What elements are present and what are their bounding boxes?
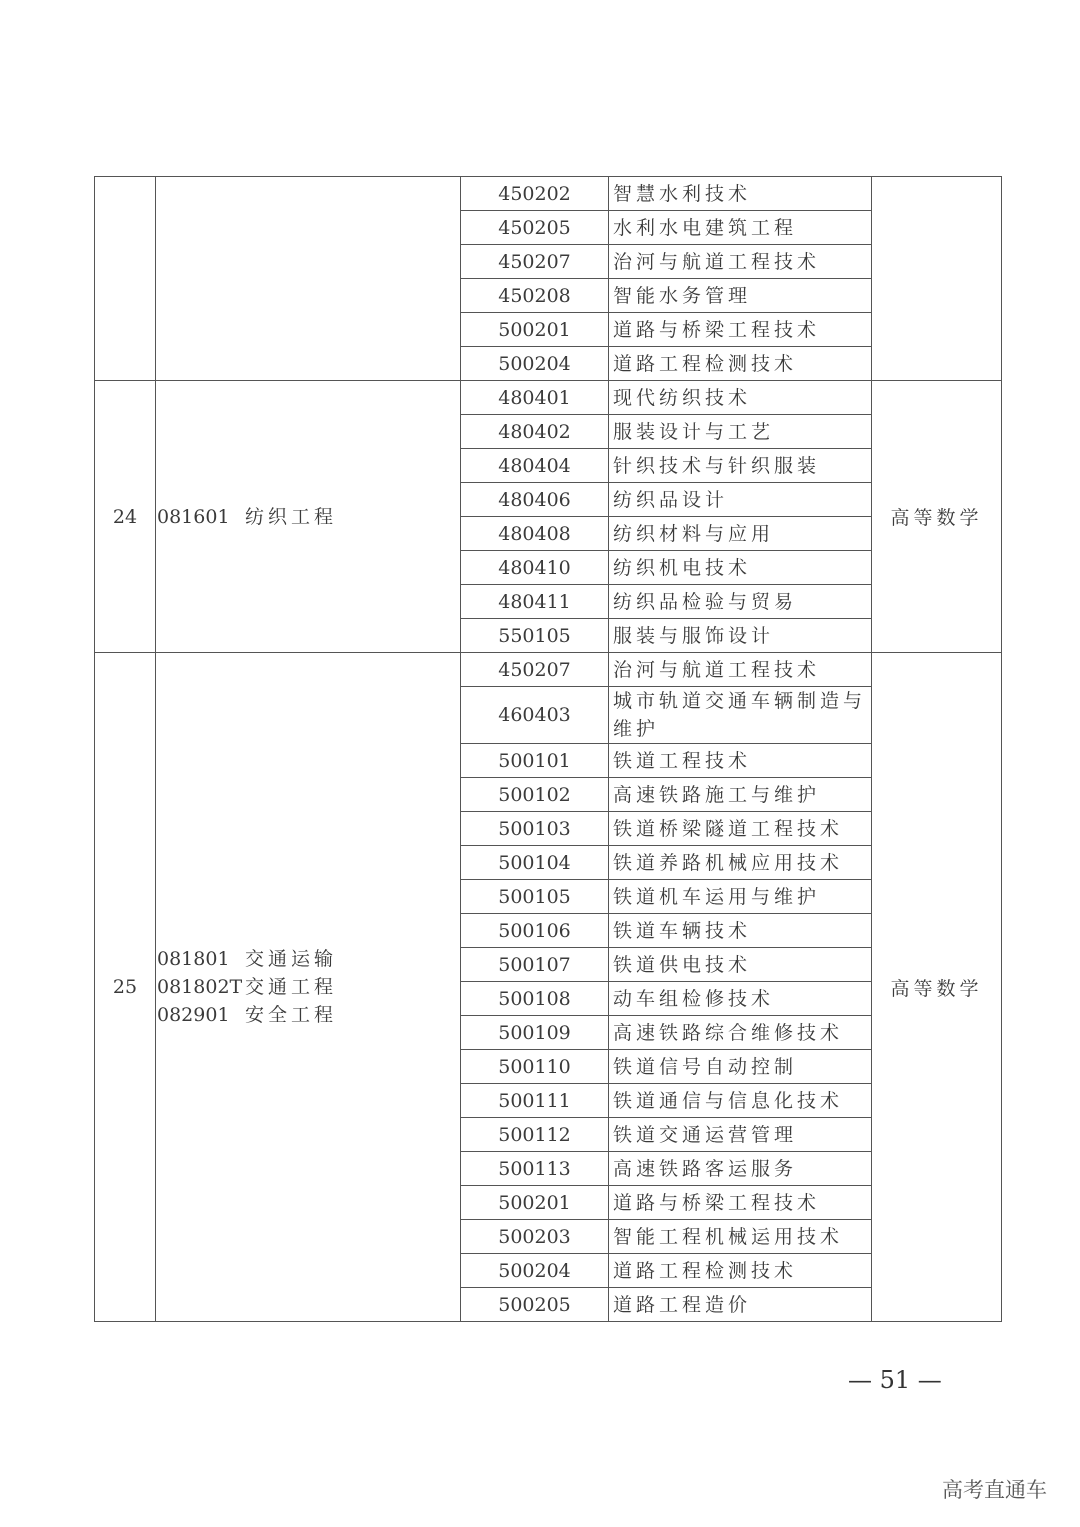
vocational-major-name: 纺织品检验与贸易 xyxy=(609,585,872,619)
vocational-major-name: 治河与航道工程技术 xyxy=(609,245,872,279)
vocational-major-code: 500101 xyxy=(461,744,609,778)
undergrad-major xyxy=(157,503,460,531)
undergrad-major-name: 安全工程 xyxy=(245,1004,338,1026)
vocational-major-code: 500205 xyxy=(461,1288,609,1322)
vocational-major-name: 服装设计与工艺 xyxy=(609,415,872,449)
vocational-major-code: 500201 xyxy=(461,313,609,347)
undergrad-major-code: 081802T xyxy=(157,976,243,998)
undergrad-major xyxy=(157,973,460,1001)
vocational-major-code: 550105 xyxy=(461,619,609,653)
exam-subject xyxy=(872,177,1002,381)
vocational-major-code: 500201 xyxy=(461,1186,609,1220)
vocational-major-code: 500204 xyxy=(461,347,609,381)
vocational-major-name: 高速铁路施工与维护 xyxy=(609,778,872,812)
undergrad-major-code: 082901 xyxy=(157,1004,230,1026)
vocational-major-name: 道路与桥梁工程技术 xyxy=(609,313,872,347)
vocational-major-name: 铁道机车运用与维护 xyxy=(609,880,872,914)
table-row xyxy=(95,653,1002,687)
vocational-major-code: 450202 xyxy=(461,177,609,211)
vocational-major-name: 铁道通信与信息化技术 xyxy=(609,1084,872,1118)
group-index: 24 xyxy=(95,381,156,653)
undergrad-major xyxy=(157,1001,460,1029)
vocational-major-name: 水利水电建筑工程 xyxy=(609,211,872,245)
vocational-major-name: 铁道信号自动控制 xyxy=(609,1050,872,1084)
vocational-major-name: 服装与服饰设计 xyxy=(609,619,872,653)
vocational-major-name: 现代纺织技术 xyxy=(609,381,872,415)
vocational-major-code: 500110 xyxy=(461,1050,609,1084)
vocational-major-code: 500108 xyxy=(461,982,609,1016)
vocational-major-code: 450205 xyxy=(461,211,609,245)
undergrad-major-name: 交通运输 xyxy=(245,948,338,970)
undergrad-majors-cell xyxy=(156,653,461,1322)
undergrad-major-name: 交通工程 xyxy=(245,976,338,998)
vocational-major-code: 460403 xyxy=(461,687,609,744)
vocational-major-code: 500204 xyxy=(461,1254,609,1288)
vocational-major-name: 纺织机电技术 xyxy=(609,551,872,585)
vocational-major-code: 500203 xyxy=(461,1220,609,1254)
vocational-major-code: 480404 xyxy=(461,449,609,483)
vocational-major-name: 道路工程检测技术 xyxy=(609,1254,872,1288)
vocational-major-code: 480406 xyxy=(461,483,609,517)
vocational-major-name: 铁道交通运营管理 xyxy=(609,1118,872,1152)
vocational-major-name: 高速铁路客运服务 xyxy=(609,1152,872,1186)
vocational-major-name: 铁道工程技术 xyxy=(609,744,872,778)
vocational-major-name: 高速铁路综合维修技术 xyxy=(609,1016,872,1050)
vocational-major-code: 480411 xyxy=(461,585,609,619)
undergrad-major-code: 081601 xyxy=(157,505,230,528)
vocational-major-name: 道路工程检测技术 xyxy=(609,347,872,381)
watermark: 高考直通车 xyxy=(942,1478,1047,1502)
vocational-major-code: 500106 xyxy=(461,914,609,948)
page-number: — 51 — xyxy=(848,1366,942,1394)
table-row xyxy=(95,177,1002,211)
vocational-major-code: 450207 xyxy=(461,245,609,279)
vocational-major-name: 智慧水利技术 xyxy=(609,177,872,211)
vocational-major-name: 城市轨道交通车辆制造与维护 xyxy=(609,687,872,744)
group-index: 25 xyxy=(95,653,156,1322)
vocational-major-name: 智能水务管理 xyxy=(609,279,872,313)
vocational-major-code: 500109 xyxy=(461,1016,609,1050)
vocational-major-code: 450208 xyxy=(461,279,609,313)
vocational-major-code: 500103 xyxy=(461,812,609,846)
vocational-major-name: 治河与航道工程技术 xyxy=(609,653,872,687)
vocational-major-code: 480402 xyxy=(461,415,609,449)
undergrad-majors-cell xyxy=(156,381,461,653)
vocational-major-code: 500105 xyxy=(461,880,609,914)
vocational-major-name: 动车组检修技术 xyxy=(609,982,872,1016)
vocational-major-name: 道路工程造价 xyxy=(609,1288,872,1322)
vocational-major-code: 500102 xyxy=(461,778,609,812)
undergrad-major-code: 081801 xyxy=(157,948,230,970)
group-index xyxy=(95,177,156,381)
vocational-major-code: 480408 xyxy=(461,517,609,551)
vocational-major-code: 500107 xyxy=(461,948,609,982)
major-mapping-table xyxy=(94,176,1002,1322)
table-row xyxy=(95,381,1002,415)
exam-subject: 高等数学 xyxy=(872,653,1002,1322)
vocational-major-name: 铁道车辆技术 xyxy=(609,914,872,948)
vocational-major-name: 智能工程机械运用技术 xyxy=(609,1220,872,1254)
vocational-major-name: 纺织品设计 xyxy=(609,483,872,517)
undergrad-major-name: 纺织工程 xyxy=(245,505,338,528)
admission-table-container xyxy=(94,176,1002,1322)
vocational-major-code: 480410 xyxy=(461,551,609,585)
vocational-major-name: 铁道养路机械应用技术 xyxy=(609,846,872,880)
undergrad-major xyxy=(157,945,460,973)
vocational-major-name: 铁道桥梁隧道工程技术 xyxy=(609,812,872,846)
vocational-major-code: 480401 xyxy=(461,381,609,415)
vocational-major-name: 铁道供电技术 xyxy=(609,948,872,982)
vocational-major-name: 道路与桥梁工程技术 xyxy=(609,1186,872,1220)
vocational-major-code: 500113 xyxy=(461,1152,609,1186)
vocational-major-code: 500104 xyxy=(461,846,609,880)
vocational-major-name: 纺织材料与应用 xyxy=(609,517,872,551)
vocational-major-code: 450207 xyxy=(461,653,609,687)
vocational-major-name: 针织技术与针织服装 xyxy=(609,449,872,483)
vocational-major-code: 500111 xyxy=(461,1084,609,1118)
vocational-major-code: 500112 xyxy=(461,1118,609,1152)
undergrad-majors-cell xyxy=(156,177,461,381)
exam-subject: 高等数学 xyxy=(872,381,1002,653)
